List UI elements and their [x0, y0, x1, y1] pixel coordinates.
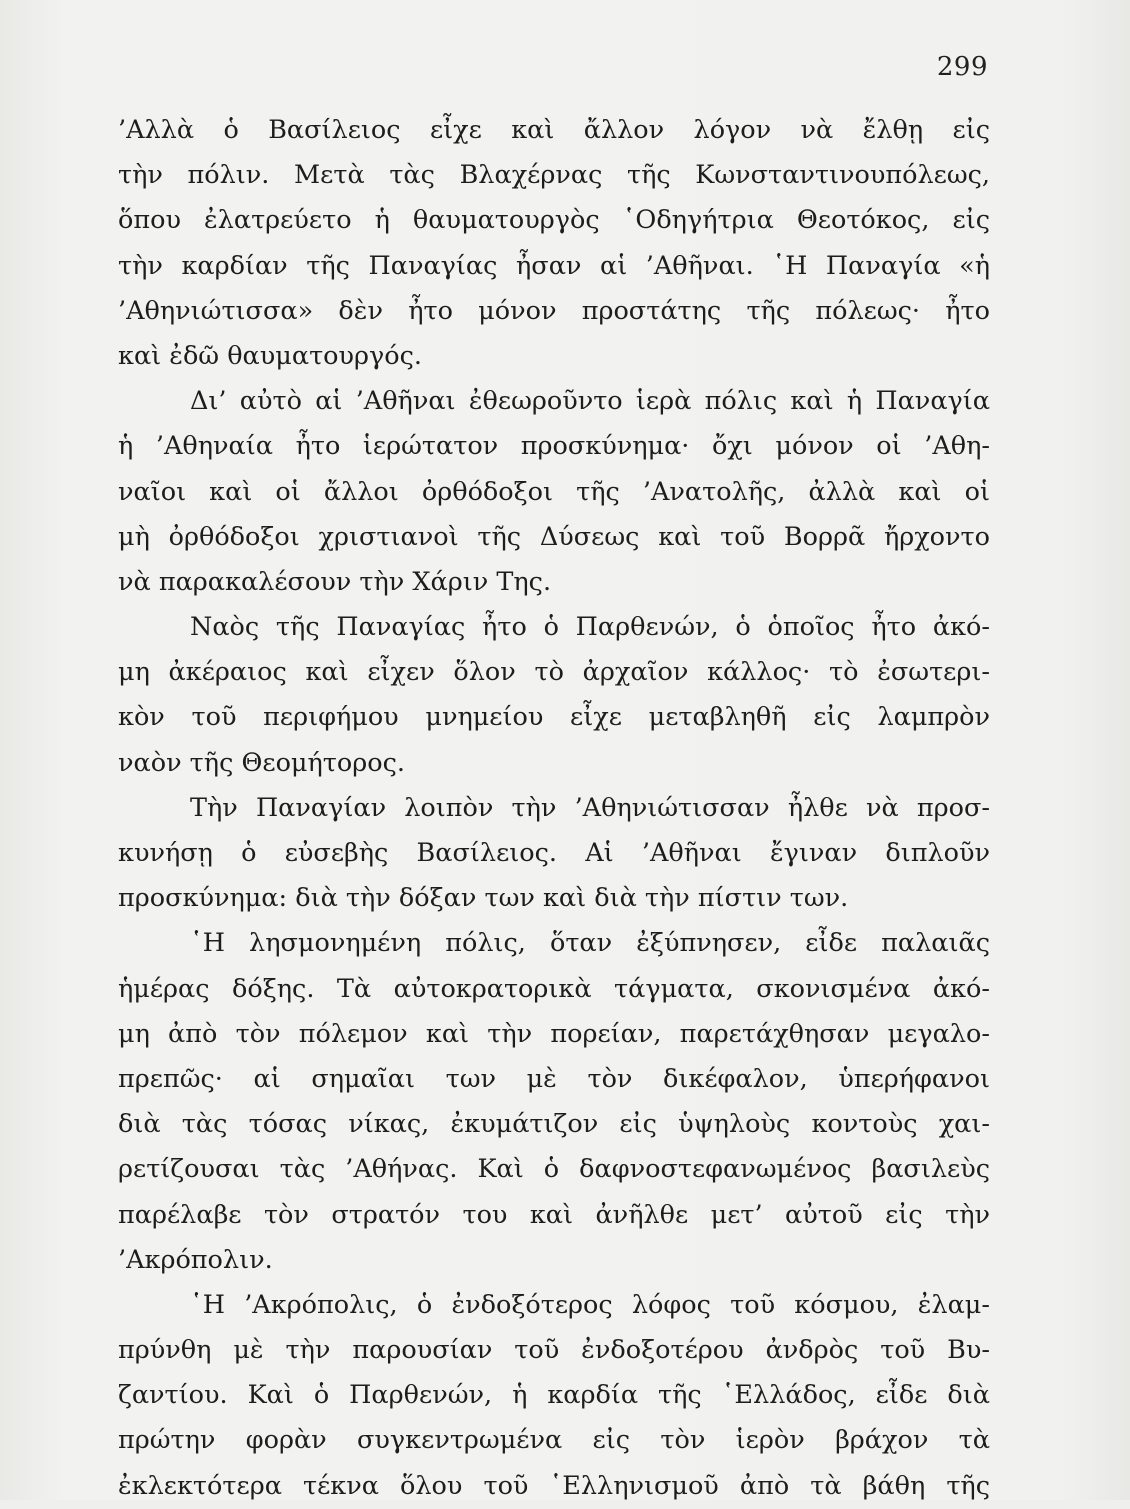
text-line: πρεπῶς· αἱ σημαῖαι των μὲ τὸν δικέφαλον, ὑπερήφανοι: [118, 1063, 990, 1094]
text-line: ῾Η ’Ακρόπολις, ὁ ἐνδοξότερος λόφος τοῦ κόσμου, ἐλαμ-: [190, 1289, 990, 1320]
text-line: μη ἀκέραιος καὶ εἶχεν ὅλον τὸ ἀρχαῖον κάλλος· τὸ ἐσωτερι-: [118, 657, 990, 688]
text-line: ζαντίου. Καὶ ὁ Παρθενών, ἡ καρδία τῆς ῾Ελλάδος, εἶδε διὰ: [118, 1380, 990, 1411]
text-line: ῾Η λησμονημένη πόλις, ὅταν ἐξύπνησεν, εἶδε παλαιᾶς: [190, 928, 990, 959]
text-line: μὴ ὀρθόδοξοι χριστιανοὶ τῆς Δύσεως καὶ τοῦ Βορρᾶ ἤρχοντο: [118, 521, 990, 552]
text-line: πρώτην φορὰν συγκεντρωμένα εἰς τὸν ἱερὸν βράχον τὰ: [118, 1425, 990, 1456]
page-number: 299: [936, 52, 988, 82]
text-line: παρέλαβε τὸν στρατόν του καὶ ἀνῆλθε μετ’ αὐτοῦ εἰς τὴν: [118, 1199, 990, 1230]
text-line: ναὸν τῆς Θεομήτορος.: [118, 747, 405, 778]
text-line: κὸν τοῦ περιφήμου μνημείου εἶχε μεταβληθῆ εἰς λαμπρὸν: [118, 702, 990, 733]
body-text: [118, 108, 990, 1509]
text-line: Ναὸς τῆς Παναγίας ἦτο ὁ Παρθενών, ὁ ὁποῖος ἦτο ἀκό-: [190, 612, 990, 643]
text-line: μη ἀπὸ τὸν πόλεμον καὶ τὴν πορείαν, παρετάχθησαν μεγαλο-: [118, 1018, 990, 1049]
text-line: Δι’ αὐτὸ αἱ ’Αθῆναι ἐθεωροῦντο ἱερὰ πόλις καὶ ἡ Παναγία: [190, 386, 990, 417]
text-line: ναῖοι καὶ οἱ ἄλλοι ὀρθόδοξοι τῆς ’Ανατολῆς, ἀλλὰ καὶ οἱ: [118, 476, 990, 507]
text-line: προσκύνημα: διὰ τὴν δόξαν των καὶ διὰ τὴν πίστιν των.: [118, 883, 849, 914]
text-line: τὴν πόλιν. Μετὰ τὰς Βλαχέρνας τῆς Κωνσταντινουπόλεως,: [118, 160, 990, 191]
text-line: ὅπου ἐλατρεύετο ἡ θαυματουργὸς ῾Οδηγήτρια Θεοτόκος, εἰς: [118, 205, 990, 236]
text-line: ρετίζουσαι τὰς ’Αθήνας. Καὶ ὁ δαφνοστεφανωμένος βασιλεὺς: [118, 1154, 990, 1185]
text-line: ἐκλεκτότερα τέκνα ὅλου τοῦ ῾Ελληνισμοῦ ἀπὸ τὰ βάθη τῆς: [118, 1470, 990, 1501]
text-line: κυνήσῃ ὁ εὐσεβὴς Βασίλειος. Αἱ ’Αθῆναι ἔγιναν διπλοῦν: [118, 838, 990, 868]
text-line: ’Αλλὰ ὁ Βασίλειος εἶχε καὶ ἄλλον λόγον νὰ ἔλθῃ εἰς: [118, 115, 990, 145]
text-line: πρύνθη μὲ τὴν παρουσίαν τοῦ ἐνδοξοτέρου ἀνδρὸς τοῦ Βυ-: [118, 1335, 990, 1366]
text-line: ’Ακρόπολιν.: [118, 1244, 273, 1275]
text-line: ’Αθηνιώτισσα» δὲν ἦτο μόνον προστάτης τῆς πόλεως· ἦτο: [118, 295, 990, 326]
text-line: νὰ παρακαλέσουν τὴν Χάριν Της.: [118, 566, 552, 597]
text-line: ἡ ’Αθηναία ἦτο ἱερώτατον προσκύνημα· ὄχι μόνον οἱ ’Αθη-: [118, 431, 990, 462]
text-line: καὶ ἐδῶ θαυματουργός.: [118, 340, 422, 371]
text-line: διὰ τὰς τόσας νίκας, ἐκυμάτιζον εἰς ὑψηλοὺς κοντοὺς χαι-: [118, 1109, 990, 1140]
text-line: τὴν καρδίαν τῆς Παναγίας ἦσαν αἱ ’Αθῆναι. ῾Η Παναγία «ἡ: [118, 250, 990, 281]
text-line: Τὴν Παναγίαν λοιπὸν τὴν ’Αθηνιώτισσαν ἦλθε νὰ προσ-: [190, 792, 990, 823]
text-line: ἡμέρας δόξης. Τὰ αὐτοκρατορικὰ τάγματα, σκονισμένα ἀκό-: [118, 973, 990, 1004]
